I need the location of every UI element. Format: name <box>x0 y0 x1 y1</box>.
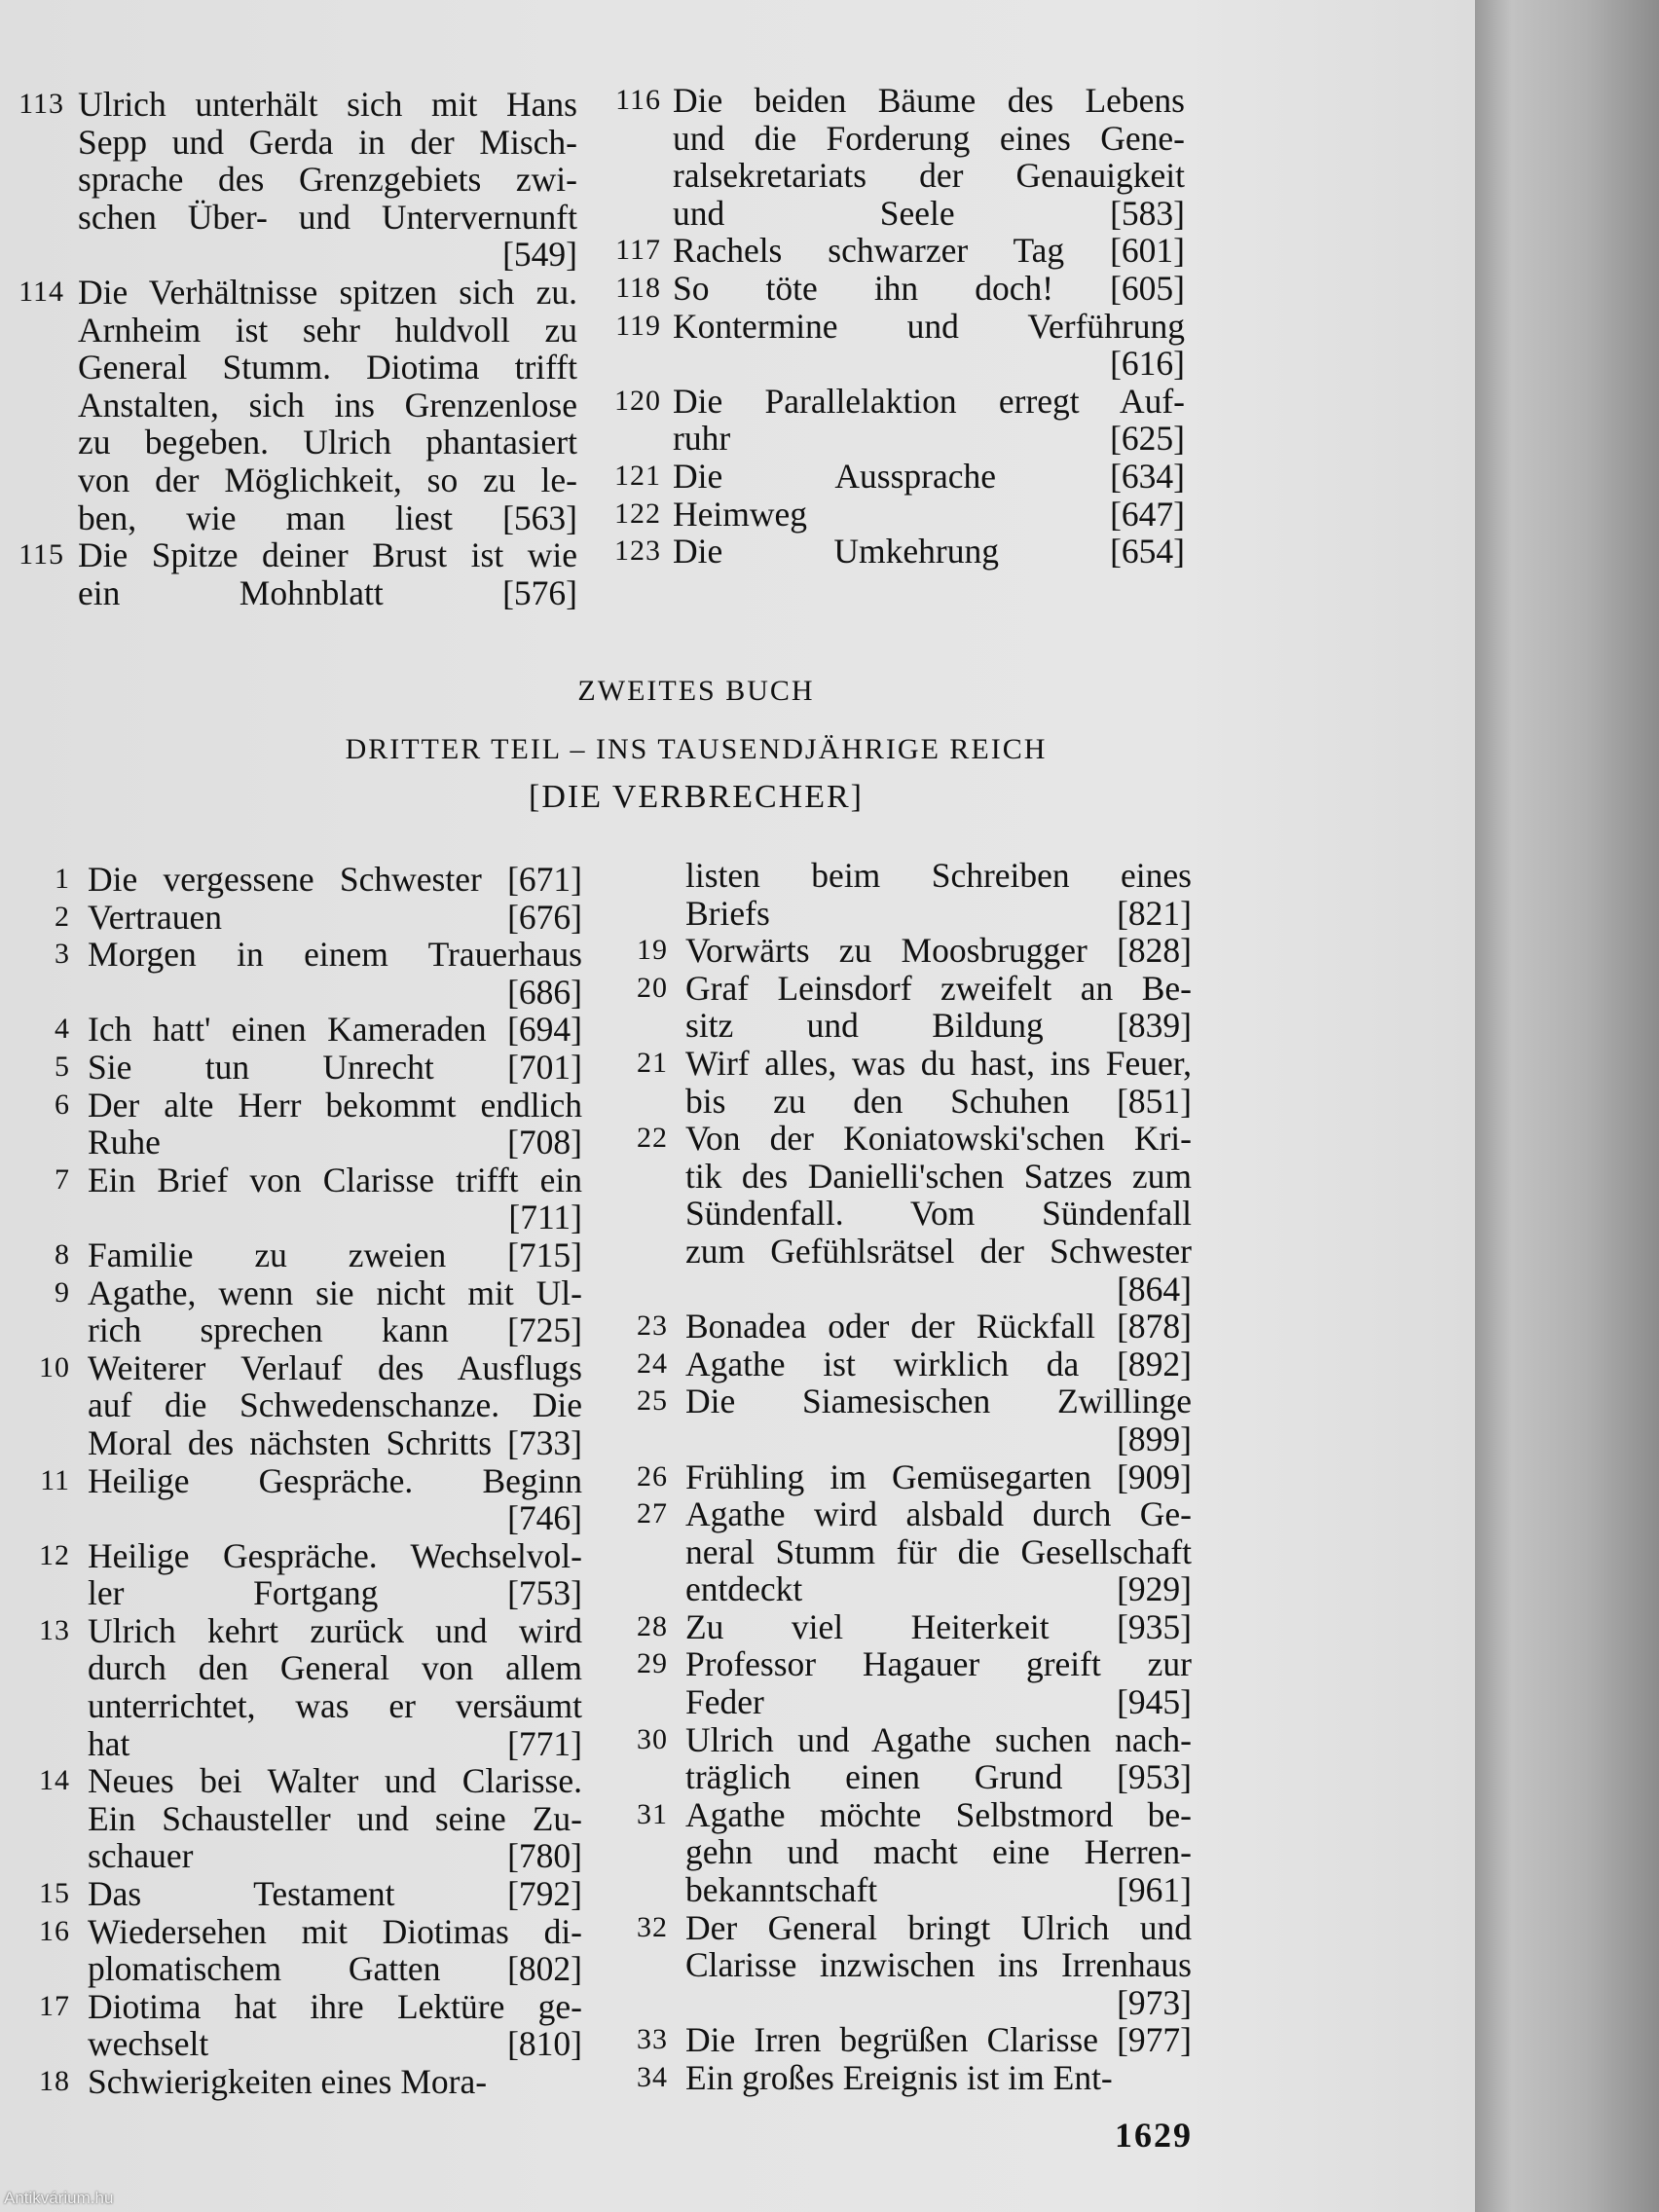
chapter-number: 2 <box>55 900 70 933</box>
toc-entry <box>608 1458 1192 1496</box>
chapter-title-line: Vertrauen [676] <box>88 897 582 937</box>
chapter-number: 31 <box>637 1797 668 1830</box>
toc-top-right <box>601 82 1185 571</box>
chapter-title-line: Ruhe [708] <box>88 1123 582 1162</box>
chapter-number: 117 <box>615 234 661 267</box>
book-heading: ZWEITES BUCH <box>577 675 815 707</box>
chapter-number: 34 <box>637 2061 668 2093</box>
chapter-title-line: ler Fortgang [753] <box>88 1573 582 1613</box>
chapter-title-line: Sepp und Gerda in der Misch- <box>78 122 577 162</box>
chapter-title-line: Die beiden Bäume des Lebens <box>673 81 1185 120</box>
toc-entry <box>601 82 1185 232</box>
chapter-title-line: Die vergessene Schwester [671] <box>88 860 582 899</box>
chapter-title-line: listen beim Schreiben eines <box>685 856 1192 895</box>
toc-entry <box>608 1120 1192 1308</box>
chapter-number: 6 <box>55 1088 70 1121</box>
chapter-number: 25 <box>637 1384 668 1418</box>
toc-entry <box>19 1913 582 1988</box>
chapter-title-line: Kontermine und Verführung <box>673 306 1185 346</box>
chapter-title <box>673 496 1185 534</box>
toc-entry <box>601 458 1185 496</box>
chapter-title-line: zu begeben. Ulrich phantasiert <box>78 423 577 462</box>
chapter-title-line: Ein Brief von Clarisse trifft ein <box>88 1160 582 1199</box>
chapter-title-line: [711] <box>508 1198 582 1237</box>
chapter-number: 28 <box>637 1609 668 1642</box>
chapter-title <box>88 861 582 899</box>
chapter-title <box>88 1988 582 2063</box>
chapter-title <box>685 857 1192 932</box>
chapter-title-line: Die Umkehrung [654] <box>673 532 1185 571</box>
chapter-title-line: wechselt [810] <box>88 2024 582 2064</box>
chapter-title-line: Ulrich und Agathe suchen nach- <box>685 1719 1192 1759</box>
chapter-title-line: träglich einen Grund [953] <box>685 1757 1192 1797</box>
chapter-title <box>685 1458 1192 1496</box>
chapter-title <box>685 2021 1192 2059</box>
chapter-title-line: Agathe ist wirklich da [892] <box>685 1344 1192 1383</box>
chapter-title <box>685 1796 1192 1909</box>
chapter-title <box>88 936 582 1011</box>
chapter-title-line: [899] <box>1117 1419 1192 1458</box>
chapter-title-line: Moral des nächsten Schritts [733] <box>88 1422 582 1462</box>
chapter-title-line: entdeckt [929] <box>685 1569 1192 1609</box>
toc-entry <box>19 1011 582 1049</box>
toc-entry <box>601 308 1185 383</box>
chapter-number: 4 <box>55 1013 70 1046</box>
toc-entry <box>10 536 577 611</box>
toc-entry <box>19 2063 582 2101</box>
chapter-title-line: Ulrich unterhält sich mit Hans <box>78 85 577 124</box>
page-number: 1629 <box>1115 2116 1193 2155</box>
chapter-title-line: Wiedersehen mit Diotimas di- <box>88 1911 582 1951</box>
toc-entry <box>608 1495 1192 1608</box>
toc-entry <box>19 1988 582 2063</box>
chapter-title-line: Heilige Gespräche. Beginn <box>88 1460 582 1500</box>
chapter-title-line: tik des Danielli'schen Satzes zum <box>685 1156 1192 1196</box>
chapter-number: 26 <box>637 1459 668 1493</box>
chapter-title-line: Diotima hat ihre Lektüre ge- <box>88 1986 582 2026</box>
chapter-title <box>88 1913 582 1988</box>
chapter-title-line: [616] <box>1110 344 1185 384</box>
chapter-title <box>685 1495 1192 1608</box>
toc-entry <box>608 857 1192 932</box>
toc-entry <box>608 2059 1192 2097</box>
chapter-title <box>685 1721 1192 1796</box>
chapter-number: 118 <box>615 271 661 304</box>
chapter-title <box>88 2063 582 2101</box>
chapter-number: 120 <box>614 384 661 417</box>
chapter-title <box>88 1161 582 1236</box>
chapter-number: 12 <box>39 1538 70 1571</box>
chapter-title-line: Ich hatt' einen Kameraden [694] <box>88 1010 582 1050</box>
chapter-title-line: gehn und macht eine Herren- <box>685 1832 1192 1872</box>
toc-entry <box>601 232 1185 270</box>
chapter-number: 123 <box>614 535 661 568</box>
chapter-title-line: Neues bei Walter und Clarisse. <box>88 1761 582 1801</box>
chapter-title-line: sprache des Grenzgebiets zwi- <box>78 160 577 200</box>
chapter-number: 3 <box>55 938 70 971</box>
chapter-title <box>673 82 1185 232</box>
chapter-title <box>88 1087 582 1161</box>
chapter-number: 10 <box>39 1350 70 1383</box>
toc-entry <box>19 1236 582 1274</box>
toc-entry <box>601 270 1185 308</box>
chapter-number: 22 <box>637 1122 668 1155</box>
chapter-title-line: rich sprechen kann [725] <box>88 1310 582 1350</box>
chapter-title <box>685 1645 1192 1720</box>
chapter-title <box>88 1049 582 1087</box>
chapter-title-line: Zu viel Heiterkeit [935] <box>685 1606 1192 1646</box>
chapter-title <box>673 308 1185 383</box>
chapter-title-line: hat [771] <box>88 1723 582 1763</box>
toc-entry <box>19 1087 582 1161</box>
toc-entry <box>608 1382 1192 1457</box>
part-heading: DRITTER TEIL – INS TAUSENDJÄHRIGE REICH <box>345 733 1048 765</box>
chapter-title <box>673 533 1185 571</box>
toc-entry <box>608 1796 1192 1909</box>
toc-entry <box>608 1045 1192 1120</box>
chapter-title <box>685 2059 1192 2097</box>
chapter-title-line: Arnheim ist sehr huldvoll zu <box>78 310 577 350</box>
toc-entry <box>608 1909 1192 2022</box>
toc-entry <box>608 1608 1192 1646</box>
chapter-number: 113 <box>18 88 64 120</box>
toc-entry <box>19 1049 582 1087</box>
chapter-title-line: Ein großes Ereignis ist im Ent- <box>685 2058 1113 2097</box>
chapter-title-line: Anstalten, sich ins Grenzenlose <box>78 385 577 424</box>
chapter-title-line: Rachels schwarzer Tag [601] <box>673 231 1185 271</box>
chapter-title-line: schen Über- und Untervernunft <box>78 197 577 237</box>
chapter-title-line: Die Siamesischen Zwillinge <box>685 1382 1192 1421</box>
chapter-title-line: schauer [780] <box>88 1836 582 1876</box>
chapter-title-line: [973] <box>1117 1982 1192 2022</box>
chapter-title-line: Vorwärts zu Moosbrugger [828] <box>685 931 1192 971</box>
chapter-title-line: und die Forderung eines Gene- <box>673 118 1185 158</box>
chapter-title <box>685 970 1192 1045</box>
chapter-title-line: Clarisse inzwischen ins Irrenhaus <box>685 1945 1192 1985</box>
toc-entry <box>10 86 577 274</box>
chapter-title-line: [746] <box>507 1498 582 1538</box>
toc-bottom-left <box>19 861 582 2101</box>
chapter-title <box>685 1346 1192 1383</box>
chapter-number: 21 <box>637 1046 668 1079</box>
chapter-number: 1 <box>55 863 70 895</box>
chapter-number: 122 <box>614 497 661 530</box>
chapter-number: 17 <box>39 1989 70 2022</box>
chapter-title <box>88 1011 582 1049</box>
chapter-title-line: Das Testament [792] <box>88 1874 582 1914</box>
chapter-number: 23 <box>637 1309 668 1343</box>
chapter-title-line: Familie zu zweien [715] <box>88 1235 582 1274</box>
chapter-title <box>673 232 1185 270</box>
chapter-title-line: Die Verhältnisse spitzen sich zu. <box>78 272 577 312</box>
chapter-title <box>673 270 1185 308</box>
chapter-title-line: unterrichtet, was er versäumt <box>88 1686 582 1726</box>
toc-entry <box>601 383 1185 458</box>
toc-entry <box>10 274 577 536</box>
chapter-title-line: Die Irren begrüßen Clarisse [977] <box>685 2020 1192 2060</box>
chapter-title-line: Frühling im Gemüsegarten [909] <box>685 1456 1192 1496</box>
toc-entry <box>19 899 582 937</box>
chapter-title <box>78 274 577 536</box>
chapter-title-line: Sündenfall. Vom Sündenfall <box>685 1194 1192 1234</box>
chapter-title <box>88 899 582 937</box>
toc-entry <box>601 533 1185 571</box>
chapter-title <box>685 1120 1192 1308</box>
chapter-title-line: General Stumm. Diotima trifft <box>78 348 577 387</box>
chapter-number: 13 <box>39 1613 70 1646</box>
toc-entry <box>608 932 1192 970</box>
chapter-number: 20 <box>637 971 668 1004</box>
chapter-title-line: [686] <box>507 972 582 1012</box>
chapter-title <box>88 1612 582 1762</box>
chapter-number: 14 <box>39 1764 70 1797</box>
toc-entry <box>19 1274 582 1349</box>
chapter-title <box>88 1537 582 1612</box>
chapter-number: 24 <box>637 1346 668 1380</box>
chapter-title-line: Morgen in einem Trauerhaus <box>88 935 582 975</box>
toc-entry <box>608 2021 1192 2059</box>
chapter-title-line: Sie tun Unrecht [701] <box>88 1047 582 1087</box>
toc-entry <box>19 861 582 899</box>
chapter-title <box>78 86 577 274</box>
chapter-title-line: bekanntschaft [961] <box>685 1870 1192 1910</box>
page-edge-shadow <box>1475 0 1659 2212</box>
chapter-title-line: ein Mohnblatt [576] <box>78 572 577 612</box>
chapter-title-line: Der General bringt Ulrich und <box>685 1907 1192 1947</box>
chapter-title-line: Heimweg [647] <box>673 494 1185 534</box>
chapter-title-line: bis zu den Schuhen [851] <box>685 1081 1192 1121</box>
chapter-number: 116 <box>615 84 661 116</box>
toc-entry <box>608 1645 1192 1720</box>
chapter-title <box>685 1045 1192 1120</box>
chapter-title <box>685 1382 1192 1457</box>
chapter-title <box>685 1308 1192 1346</box>
chapter-number: 18 <box>39 2065 70 2097</box>
toc-entry <box>608 1721 1192 1796</box>
chapter-title-line: Briefs [821] <box>685 893 1192 933</box>
chapter-title-line: durch den General von allem <box>88 1648 582 1688</box>
chapter-number: 11 <box>40 1463 70 1496</box>
chapter-number: 121 <box>614 459 661 492</box>
chapter-title <box>673 383 1185 458</box>
chapter-title-line: [549] <box>502 235 577 275</box>
chapter-title-line: Die Aussprache [634] <box>673 456 1185 496</box>
chapter-title-line: plomatischem Gatten [802] <box>88 1949 582 1989</box>
chapter-number: 19 <box>637 934 668 967</box>
chapter-title-line: Die Spitze deiner Brust ist wie <box>78 535 577 575</box>
chapter-title-line: Von der Koniatowski'schen Kri- <box>685 1119 1192 1159</box>
chapter-title-line: Agathe wird alsbald durch Ge- <box>685 1494 1192 1534</box>
chapter-title-line: Ulrich kehrt zurück und wird <box>88 1610 582 1650</box>
toc-entry <box>19 1762 582 1875</box>
chapter-title-line: Agathe möchte Selbstmord be- <box>685 1794 1192 1834</box>
chapter-title <box>88 1462 582 1537</box>
part-subtitle: [DIE VERBRECHER] <box>529 779 864 815</box>
chapter-title-line: Ein Schausteller und seine Zu- <box>88 1798 582 1838</box>
chapter-number: 7 <box>55 1162 70 1196</box>
toc-entry <box>19 1462 582 1537</box>
chapter-number: 29 <box>637 1647 668 1680</box>
chapter-title-line: Professor Hagauer greift zur <box>685 1644 1192 1684</box>
chapter-number: 15 <box>39 1877 70 1910</box>
chapter-number: 27 <box>637 1497 668 1530</box>
toc-entry <box>608 970 1192 1045</box>
chapter-number: 115 <box>18 538 64 571</box>
chapter-number: 30 <box>637 1722 668 1755</box>
chapter-title-line: Graf Leinsdorf zweifelt an Be- <box>685 968 1192 1008</box>
chapter-title-line: neral Stumm für die Gesellschaft <box>685 1531 1192 1571</box>
chapter-title-line: Die Parallelaktion erregt Auf- <box>673 381 1185 421</box>
chapter-title <box>88 1349 582 1462</box>
chapter-title-line: [864] <box>1117 1269 1192 1309</box>
chapter-title-line: und Seele [583] <box>673 193 1185 233</box>
chapter-title-line: sitz und Bildung [839] <box>685 1006 1192 1046</box>
toc-entry <box>19 1161 582 1236</box>
chapter-title-line: Heilige Gespräche. Wechselvol- <box>88 1535 582 1575</box>
toc-entry <box>608 1308 1192 1346</box>
chapter-title <box>685 1909 1192 2022</box>
chapter-number: 8 <box>55 1237 70 1271</box>
toc-entry <box>601 496 1185 534</box>
chapter-title-line: Wirf alles, was du hast, ins Feuer, <box>685 1043 1192 1083</box>
chapter-title <box>88 1875 582 1913</box>
toc-entry <box>19 936 582 1011</box>
chapter-number: 9 <box>55 1275 70 1309</box>
chapter-number: 119 <box>615 309 661 342</box>
chapter-number: 16 <box>39 1914 70 1947</box>
toc-entry <box>19 1875 582 1913</box>
toc-top-left <box>10 86 577 611</box>
chapter-title <box>88 1274 582 1349</box>
chapter-number: 114 <box>18 275 64 308</box>
chapter-title-line: zum Gefühlsrätsel der Schwester <box>685 1231 1192 1271</box>
chapter-title-line: ralsekretariats der Genauigkeit <box>673 156 1185 196</box>
toc-entry <box>608 1346 1192 1383</box>
chapter-title-line: Der alte Herr bekommt endlich <box>88 1085 582 1124</box>
chapter-title-line: von der Möglichkeit, so zu le- <box>78 460 577 499</box>
chapter-title <box>88 1236 582 1274</box>
chapter-title <box>673 458 1185 496</box>
chapter-title <box>685 932 1192 970</box>
toc-entry <box>19 1537 582 1612</box>
chapter-title-line: So töte ihn doch! [605] <box>673 268 1185 308</box>
chapter-title <box>88 1762 582 1875</box>
toc-bottom-right <box>608 857 1192 2097</box>
chapter-title-line: auf die Schwedenschanze. Die <box>88 1385 582 1425</box>
chapter-title-line: ruhr [625] <box>673 419 1185 459</box>
chapter-title <box>685 1608 1192 1646</box>
chapter-number: 32 <box>637 1910 668 1943</box>
chapter-title-line: Schwierigkeiten eines Mora- <box>88 2062 488 2101</box>
toc-entry <box>19 1612 582 1762</box>
chapter-title-line: Feder [945] <box>685 1682 1192 1722</box>
chapter-title-line: Weiterer Verlauf des Ausflugs <box>88 1347 582 1387</box>
chapter-number: 33 <box>637 2023 668 2056</box>
chapter-title-line: Bonadea oder der Rückfall [878] <box>685 1307 1192 1346</box>
chapter-title-line: ben, wie man liest [563] <box>78 498 577 537</box>
chapter-number: 5 <box>55 1050 70 1083</box>
watermark: Antikvárium.hu <box>4 2189 114 2207</box>
toc-entry <box>19 1349 582 1462</box>
chapter-title <box>78 536 577 611</box>
chapter-title-line: Agathe, wenn sie nicht mit Ul- <box>88 1272 582 1312</box>
